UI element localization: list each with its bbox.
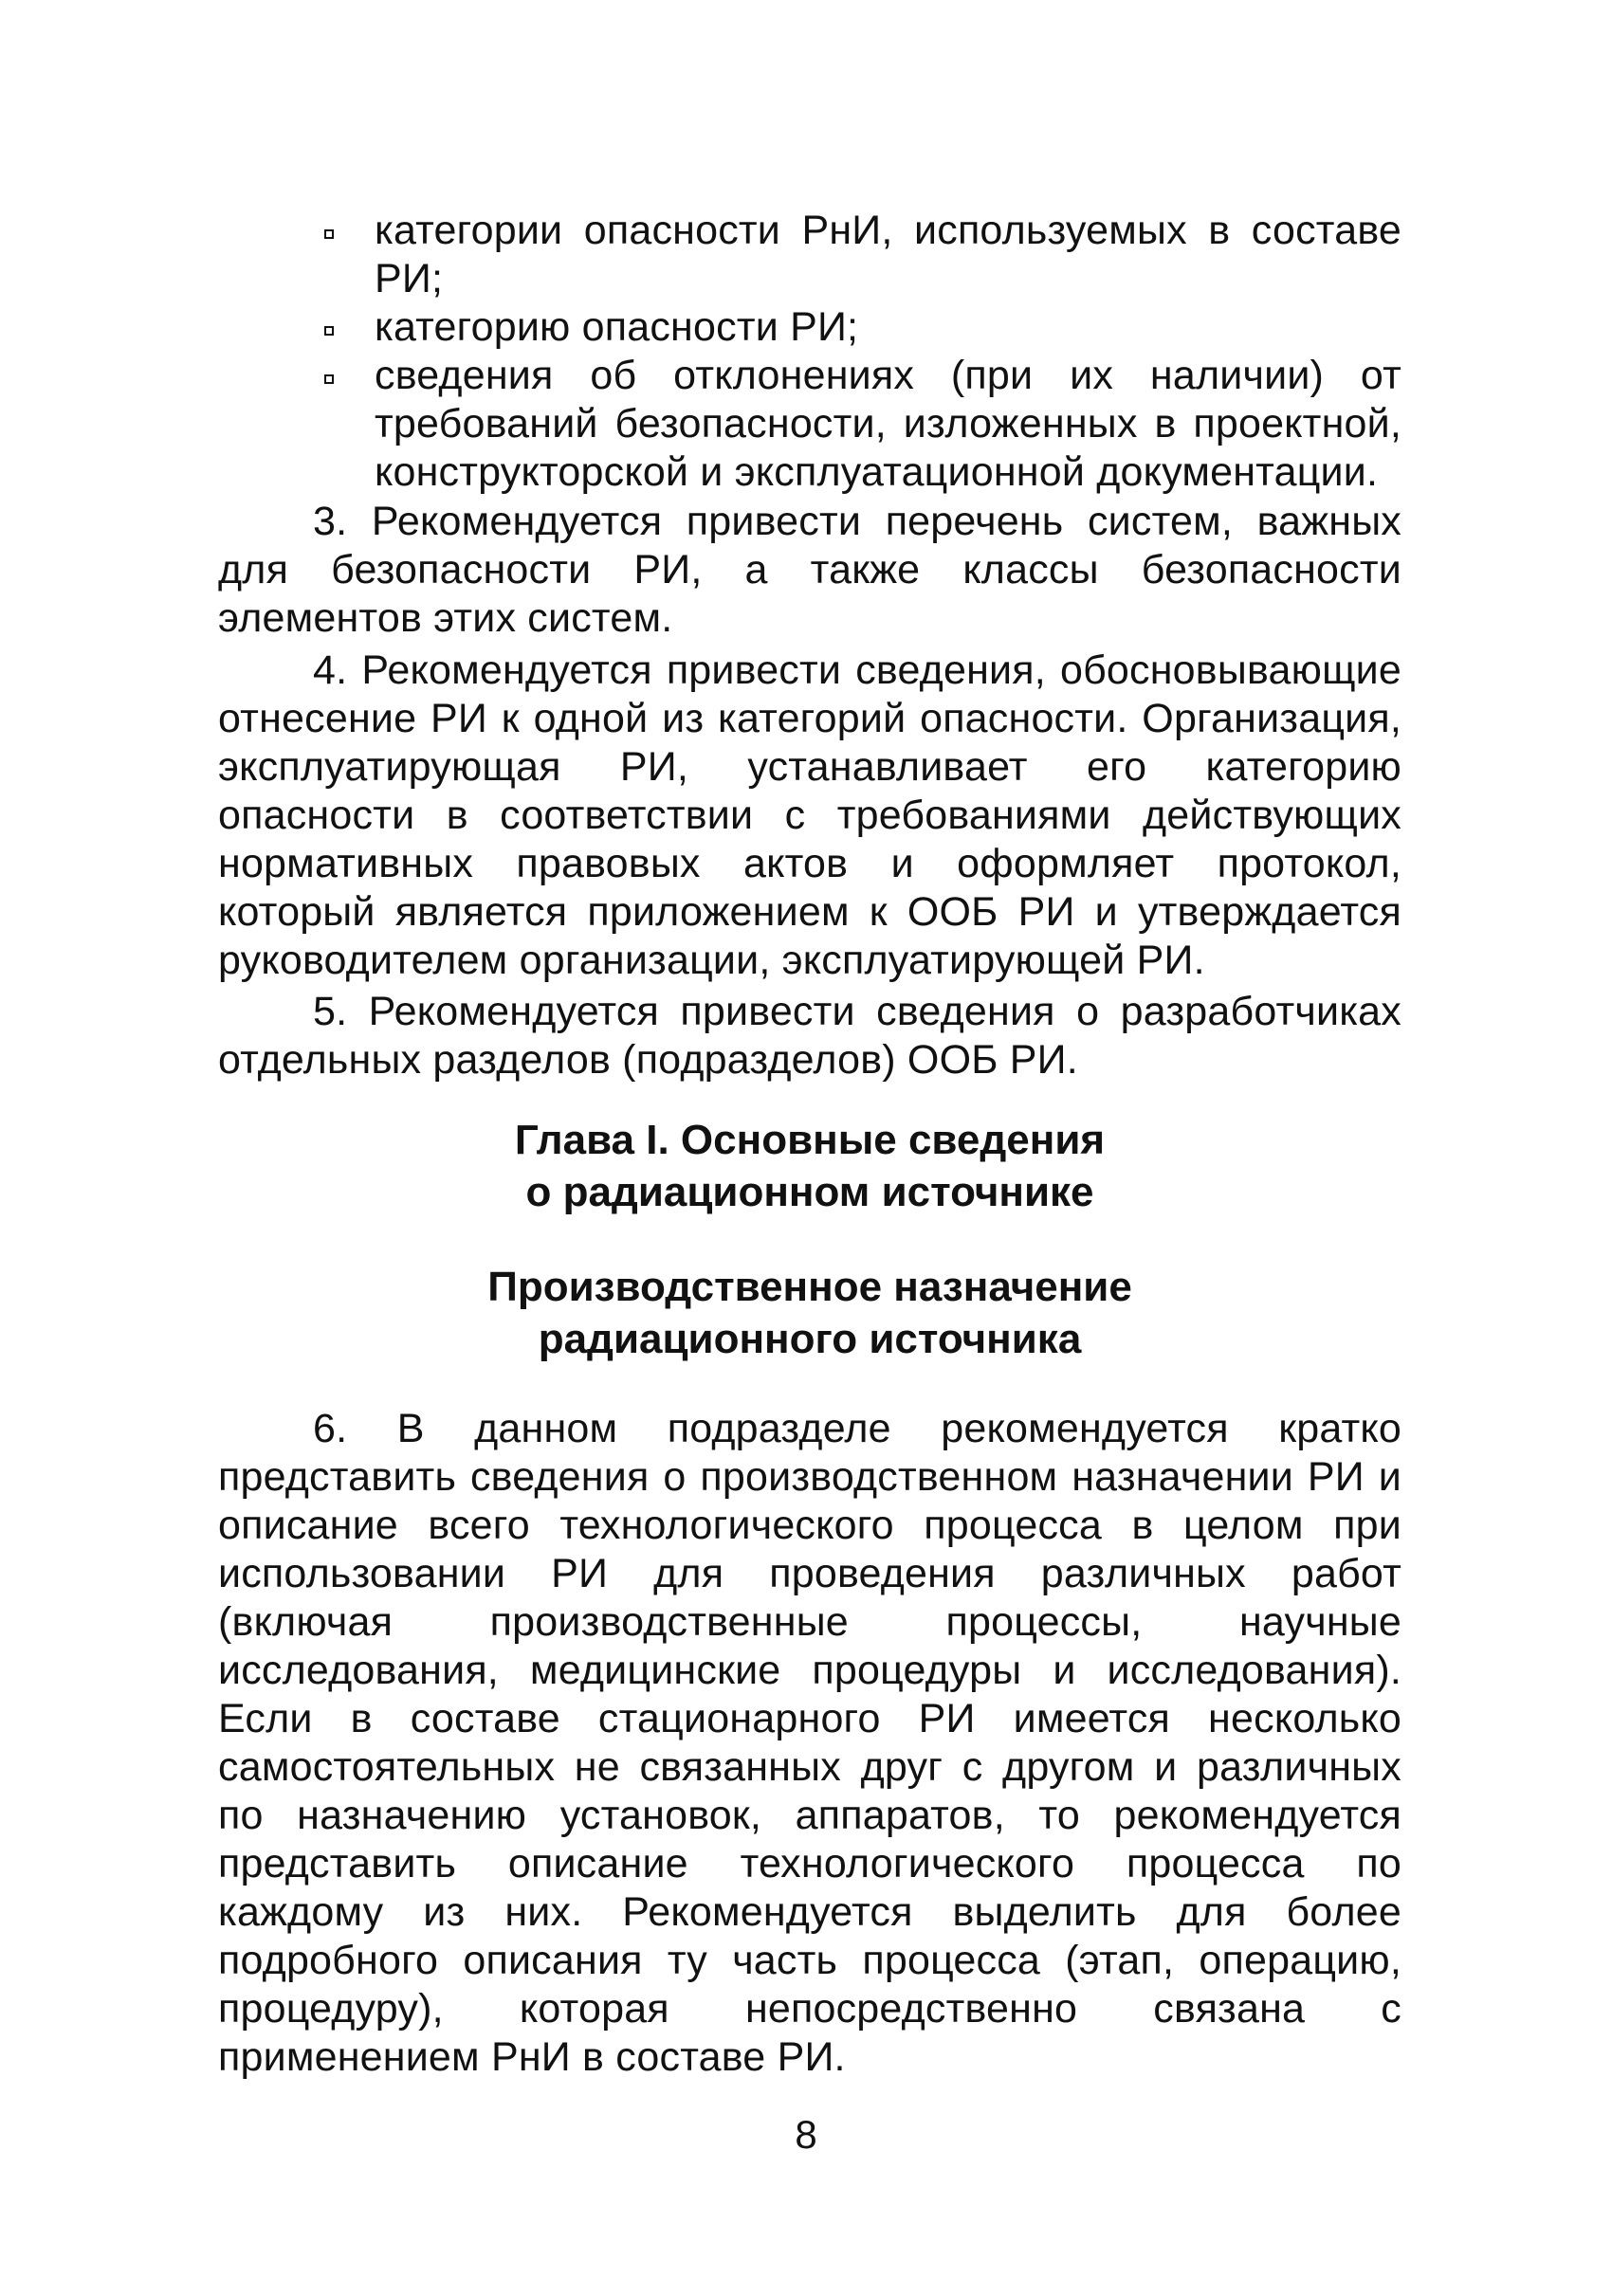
bullet-text: сведения об отклонениях (при их наличии) от требований безопасности, изложенных в проектной, конструкторской и эксплуатационной документации. — [375, 353, 1401, 495]
bullet-square-icon — [324, 326, 334, 336]
bullet-square-icon — [324, 229, 334, 239]
chapter-heading — [218, 1114, 1401, 1218]
list-item — [218, 303, 1401, 352]
paragraph-6: 6. В данном подразделе рекомендуется кратко представить сведения о производственном назначении РИ и описание всего технологического процесса в целом при использовании РИ для проведения различных работ (включая производственные процессы, научные исследования, медицинские процедуры и исследования). Если в составе стационарного РИ имеется несколько самостоятельных не связанных друг с другом и различных по назначению установок, аппаратов, то рекомендуется представить описание технологического процесса по каждому из них. Рекомендуется выделить для более подробного описания ту часть процесса (этап, операцию, процедуру), которая непосредственно связана с применением РнИ в составе РИ. — [218, 1406, 1401, 2080]
paragraph-5: 5. Рекомендуется привести сведения о разработчиках отдельных разделов (подразделов) ООБ РИ. — [218, 989, 1401, 1083]
section-heading-line-2: радиационного источника — [538, 1316, 1082, 1362]
chapter-heading-line-2: о радиационном источнике — [525, 1169, 1094, 1215]
section-heading-line-1: Производственное назначение — [487, 1264, 1132, 1310]
bullet-text: категорию опасности РИ; — [375, 304, 859, 350]
chapter-heading-line-1: Глава I. Основные сведения — [514, 1117, 1106, 1163]
bullet-text: категории опасности РнИ, используемых в составе РИ; — [375, 208, 1401, 301]
list-item — [218, 352, 1401, 497]
bullet-list — [218, 207, 1401, 497]
section-heading — [218, 1261, 1401, 1365]
bullet-square-icon — [324, 374, 334, 384]
paragraph-4: 4. Рекомендуется привести сведения, обосновывающие отнесение РИ к одной из категорий опасности. Организация, эксплуатирующая РИ, устанавливает его категорию опасности в соответствии с требованиями действующих нормативных правовых актов и оформляет протокол, который является приложением к ООБ РИ и утверждается руководителем организации, эксплуатирующей РИ. — [218, 647, 1401, 983]
page-number: 8 — [795, 2112, 817, 2157]
paragraph-3: 3. Рекомендуется привести перечень систем, важных для безопасности РИ, а также классы безопасности элементов этих систем. — [218, 499, 1401, 641]
list-item — [218, 207, 1401, 303]
